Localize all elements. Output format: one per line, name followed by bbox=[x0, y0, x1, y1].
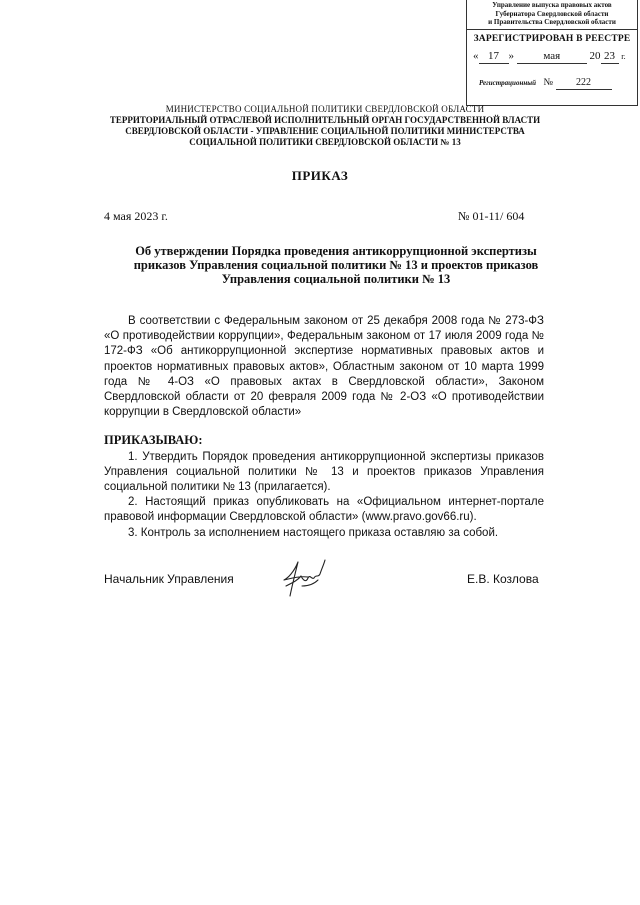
stamp-date bbox=[473, 50, 626, 64]
stamp-issuer-line: и Правительства Свердловской области bbox=[488, 18, 616, 26]
authority-line: СВЕРДЛОВСКОЙ ОБЛАСТИ - УПРАВЛЕНИЕ СОЦИАЛЬНОЙ ПОЛИТИКИ МИНИСТЕРСТВА bbox=[125, 126, 525, 136]
handwritten-signature bbox=[268, 556, 334, 602]
subject-line: Управления социальной политики № 13 bbox=[221, 272, 451, 286]
authority-line: СОЦИАЛЬНОЙ ПОЛИТИКИ СВЕРДЛОВСКОЙ ОБЛАСТИ № 13 bbox=[189, 137, 461, 147]
stamp-issuer-line: Управление выпуска правовых актов bbox=[492, 1, 612, 9]
document-body bbox=[104, 314, 544, 541]
ministry-line: МИНИСТЕРСТВО СОЦИАЛЬНОЙ ПОЛИТИКИ СВЕРДЛОВСКОЙ ОБЛАСТИ bbox=[165, 104, 485, 114]
stamp-num-sign: № bbox=[543, 77, 554, 88]
stamp-registered-label: ЗАРЕГИСТРИРОВАН В РЕЕСТРЕ bbox=[473, 33, 631, 44]
stamp-reg-number-row bbox=[479, 77, 612, 90]
subject-line: Об утверждении Порядка проведения антикоррупционной экспертизы bbox=[135, 244, 537, 258]
ministry-header bbox=[105, 104, 545, 148]
order-item: 2. Настоящий приказ опубликовать на «Официальном интернет-портале правовой информации Свердловской области» (www.pravo.gov66.ru). bbox=[104, 496, 544, 524]
stamp-reg-number: 222 bbox=[556, 77, 612, 90]
registry-stamp bbox=[466, 0, 638, 106]
document-title: ПРИКАЗ bbox=[291, 168, 349, 183]
stamp-month: мая bbox=[517, 51, 587, 64]
order-item: 3. Контроль за исполнением настоящего приказа оставляю за собой. bbox=[128, 526, 499, 539]
document-date: 4 мая 2023 г. bbox=[104, 209, 168, 223]
signatory-role: Начальник Управления bbox=[104, 572, 234, 586]
order-verb: ПРИКАЗЫВАЮ: bbox=[104, 433, 203, 448]
subject-line: приказов Управления социальной политики № 13 и проектов приказов bbox=[133, 258, 539, 272]
stamp-year-prefix: 20 bbox=[589, 50, 601, 62]
stamp-year-mark: г. bbox=[621, 52, 626, 61]
document-subject bbox=[104, 244, 568, 286]
authority-line: ТЕРРИТОРИАЛЬНЫЙ ОТРАСЛЕВОЙ ИСПОЛНИТЕЛЬНЫЙ ОРГАН ГОСУДАРСТВЕННОЙ ВЛАСТИ bbox=[109, 115, 541, 125]
stamp-reg-label: Регистрационный bbox=[479, 79, 536, 87]
stamp-day: 17 bbox=[479, 51, 509, 64]
preamble-paragraph: В соответствии с Федеральным законом от 25 декабря 2008 года № 273-ФЗ «О противодействии коррупции», Федеральным законом от 17 июля 2009 года № 172-ФЗ «Об антикоррупционной экспертизе нормативных правовых актов и проектов нормативных правовых актов», Областным законом от 10 марта 1999 года № 4-ОЗ «О правовых актах в Свердловской области», Законом Свердловской области от 20 февраля 2009 года № 2-ОЗ «О противодействии коррупции в Свердловской области» bbox=[104, 315, 544, 419]
stamp-issuer bbox=[467, 0, 637, 30]
stamp-open-quote: « bbox=[473, 50, 479, 62]
stamp-close-quote: » bbox=[508, 50, 514, 62]
stamp-year-suffix: 23 bbox=[601, 51, 619, 64]
document-number: № 01-11/ 604 bbox=[458, 209, 525, 223]
order-item: 1. Утвердить Порядок проведения антикоррупционной экспертизы приказов Управления социальной политики № 13 и проектов приказов Управления социальной политики № 13 (прилагается). bbox=[104, 450, 544, 494]
signatory-name: Е.В. Козлова bbox=[467, 572, 539, 586]
stamp-issuer-line: Губернатора Свердловской области bbox=[495, 9, 609, 18]
